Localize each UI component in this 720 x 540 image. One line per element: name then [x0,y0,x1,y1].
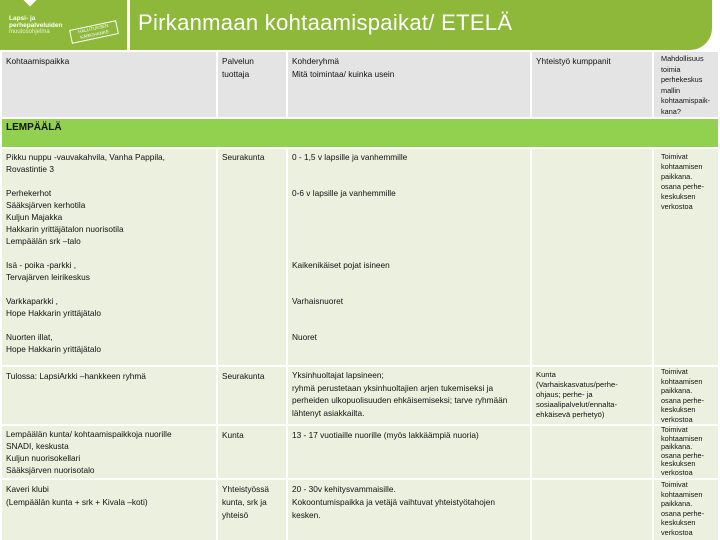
cell-place: Pikku nuppu -vauvakahvila, Vanha Pappila, Rovastintie 3 Perhekerhot Sääksjärven kerhotila Kuljun Majakka Hakkarin yrittäjätalon nuorisotila Lempäälän srk –talo Isä - poika -parkki , Tervajärven leirikeskus Varkkaparkki , Hope Hakkarin yrittäjätalo Nuorten illat, Hope Hakkarin yrittäjätalo [2,149,216,365]
program-logo [0,0,130,50]
section-title: LEMPÄÄLÄ [6,122,62,133]
cell-provider: Kunta [218,426,286,478]
cell-partners [532,426,652,478]
page-title: Pirkanmaan kohtaamispaikat/ ETELÄ [138,10,513,35]
logo-heart-icon [22,0,39,6]
cell-place: Lempäälän kunta/ kohtaamispaikkoja nuorille SNADI, keskusta Kuljun nuorisokellari Sääksjärven nuorisotalo [2,426,216,478]
cell-target: 0 - 1,5 v lapsille ja vanhemmille 0-6 v lapsille ja vanhemmille Kaikenikäiset pojat isineen Varhaisnuoret Nuoret [288,149,530,365]
cell-provider: Yhteistyössä kunta, srk ja yhteisö [218,480,286,540]
column-header-place: Kohtaamispaikka [2,52,216,117]
cell-possible: Toimivat kohtaamisen paikkana. osana perhe- keskuksen verkostoa [654,480,718,540]
cell-target: 20 - 30v kehitysvammaisille. Kokoontumispaikka ja vetäjä vaihtuvat yhteistyötahojen kesken. [288,480,530,540]
column-header-partners: Yhteistyö kumppanit [532,52,652,117]
logo-stamp: HALLITUKSEN KÄRKIHANKE [69,20,119,44]
cell-provider: Seurakunta [218,149,286,365]
logo-line: muutosohjelma [9,29,50,35]
cell-partners [532,149,652,365]
cell-provider: Seurakunta [218,367,286,424]
cell-possible: Toimivat kohtaamisen paikkana. osana perhe- keskuksen verkostoa [654,367,718,424]
column-header-provider: Palvelun tuottaja [218,52,286,117]
cell-partners [532,480,652,540]
cell-possible: Toimivat kohtaamisen paikkana. osana perhe- keskuksen verkostoa [654,149,718,365]
cell-target: Yksinhuoltajat lapsineen; ryhmä perustetaan yksinhuoltajien arjen tukemiseksi ja perheiden ulkopuolisuuden ehkäisemiseksi; tarve ryhmään lähtenyt asiakkailta. [288,367,530,424]
logo-line: Lapsi- ja [9,15,36,22]
logo-line: perhepalveluiden [9,22,63,29]
cell-partners: Kunta (Varhaiskasvatus/perhe- ohjaus; perhe- ja sosiaalipalvelut/ennalta- ehkäisevä perhetyö) [532,367,652,424]
cell-place: Kaveri klubi (Lempäälän kunta + srk + Kivala –koti) [2,480,216,540]
cell-possible: Toimivat kohtaamisen paikkana. osana perhe- keskuksen verkostoa [654,426,718,478]
cell-target: 13 - 17 vuotiaille nuorille (myös lakkäämpiä nuoria) [288,426,530,478]
column-header-possible: Mahdollisuus toimia perhekeskus mallin kohtaamispaik- kana? [654,52,718,117]
section-band [2,119,718,147]
column-header-target: Kohderyhmä Mitä toimintaa/ kuinka usein [288,52,530,117]
cell-place: Tulossa: LapsiArkki –hankkeen ryhmä [2,367,216,424]
